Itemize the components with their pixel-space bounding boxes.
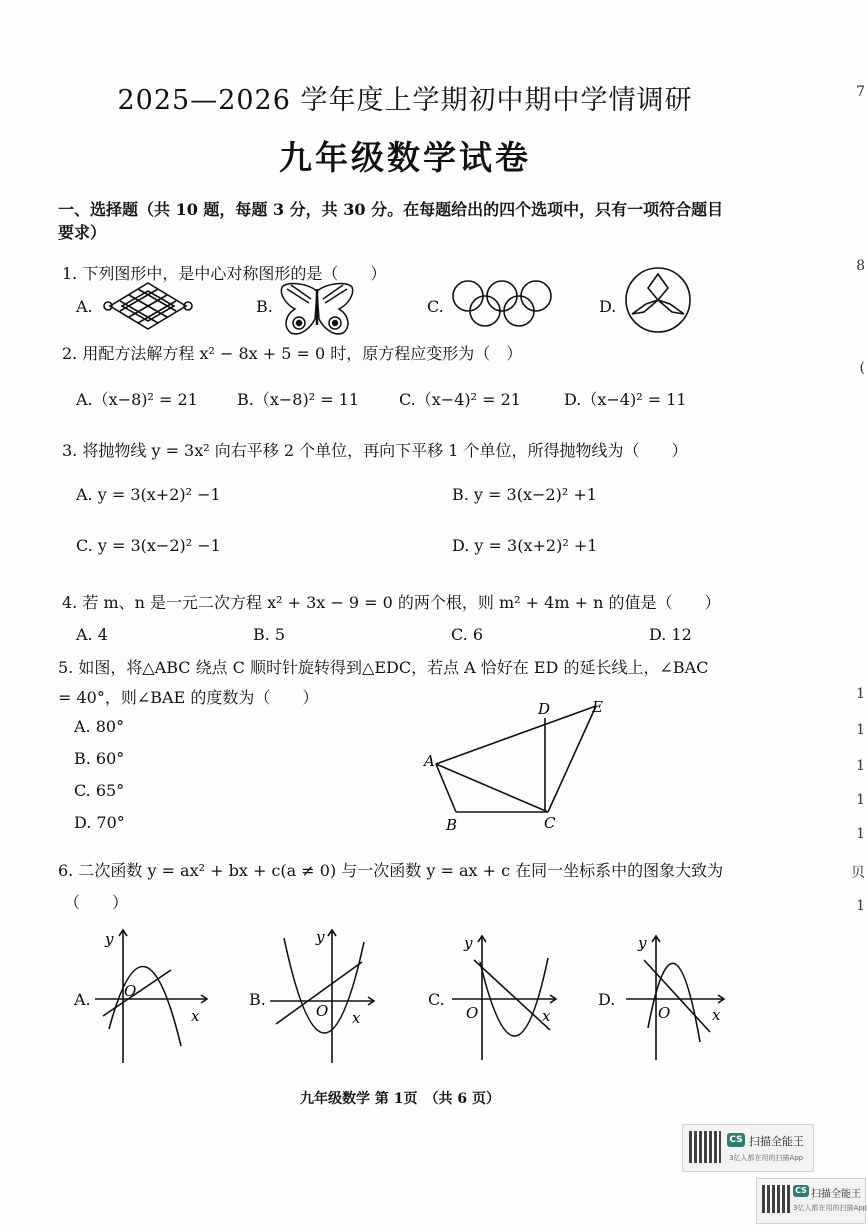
scanner-logo-icon: CS (727, 1133, 745, 1147)
scanner-tagline-2: 3亿人都在用的扫描App (793, 1204, 867, 1212)
q4-option-c: C. 6 (451, 625, 484, 644)
q4-option-b: B. 5 (253, 625, 286, 644)
q2-option-b: B.（x−8)² = 11 (237, 390, 360, 409)
q6-option-c-label: C. (428, 990, 445, 1009)
adjacent-page-fragment: 1 (856, 898, 865, 914)
question-2-stem: 2. 用配方法解方程 x² − 8x + 5 = 0 时，原方程应变形为（ ） (62, 344, 523, 363)
graph-a-x-label: x (191, 1007, 200, 1025)
scanner-app-name-2: 扫描全能王 (811, 1189, 861, 1200)
q5-option-b: B. 60° (74, 749, 125, 768)
vertex-label-e: E (592, 698, 603, 716)
q6-option-a-label: A. (74, 990, 91, 1009)
vertex-label-c: C (544, 814, 556, 832)
q3-option-b: B. y = 3(x−2)² +1 (452, 485, 597, 504)
vertex-label-d: D (538, 700, 551, 718)
adjacent-page-fragment: 7 (856, 84, 865, 100)
scanner-tagline: 3亿人都在用的扫描App (729, 1154, 804, 1162)
triple-diamond-figure-icon (624, 266, 692, 334)
section-heading: 一、选择题（共 10 题，每题 3 分，共 30 分。在每题给出的四个选项中，只有一项符合题目 (58, 200, 724, 219)
graph-b-origin-label: O (316, 1002, 329, 1020)
qr-code-icon (689, 1131, 721, 1163)
vertex-label-a: A (424, 752, 435, 770)
q1-option-a-label: A. (76, 297, 93, 316)
q6-graph-d (626, 932, 746, 1072)
rings-figure-icon (451, 278, 555, 328)
q6-option-d-label: D. (598, 990, 616, 1009)
scanner-watermark (682, 1124, 814, 1172)
adjacent-page-fragment: 1 (856, 686, 865, 702)
q6-option-b-label: B. (249, 990, 266, 1009)
graph-c-y-label: y (464, 934, 473, 952)
question-3-stem: 3. 将抛物线 y = 3x² 向右平移 2 个单位，再向下平移 1 个单位，所得抛物线为（ ） (62, 441, 688, 460)
question-4-stem: 4. 若 m、n 是一元二次方程 x² + 3x − 9 = 0 的两个根，则 m² + 4m + n 的值是（ ） (62, 593, 721, 612)
q4-option-a: A. 4 (76, 625, 108, 644)
q5-option-d: D. 70° (74, 813, 125, 832)
graph-c-origin-label: O (466, 1004, 479, 1022)
q2-option-d: D.（x−4)² = 11 (564, 390, 687, 409)
exam-title: 九年级数学试卷 (279, 138, 531, 177)
rotation-triangle-figure (420, 696, 620, 836)
graph-b-x-label: x (352, 1009, 361, 1027)
graph-c-x-label: x (542, 1007, 551, 1025)
question-5-stem: 5. 如图，将△ABC 绕点 C 顺时针旋转得到△EDC，若点 A 恰好在 ED 的延长线上，∠BAC (58, 658, 709, 677)
adjacent-page-fragment: 1 (856, 792, 865, 808)
question-6-stem: 6. 二次函数 y = ax² + bx + c(a ≠ 0) 与一次函数 y = ax + c 在同一坐标系中的图象大致为 (58, 861, 724, 880)
vertex-label-b: B (446, 816, 458, 834)
q3-option-a: A. y = 3(x+2)² −1 (76, 485, 221, 504)
qr-code-icon-2 (762, 1185, 790, 1213)
q4-option-d: D. 12 (649, 625, 692, 644)
q1-option-c-label: C. (427, 297, 444, 316)
q2-option-a: A.（x−8)² = 21 (76, 390, 198, 409)
page-footer: 九年级数学 第 1页 （共 6 页） (300, 1091, 500, 1107)
scanner-watermark-2 (756, 1178, 866, 1224)
q6-graph-c (452, 932, 572, 1072)
q1-option-b-label: B. (256, 297, 273, 316)
butterfly-figure-icon (279, 281, 355, 337)
exam-header: 2025—2026 学年度上学期初中期中学情调研 (117, 85, 693, 116)
scanner-logo-icon-2: CS (793, 1185, 809, 1197)
question-5-stem-cont: = 40°，则∠BAE 的度数为（ ） (58, 688, 319, 707)
q3-option-c: C. y = 3(x−2)² −1 (76, 536, 221, 555)
q1-option-d-label: D. (599, 297, 617, 316)
graph-d-origin-label: O (658, 1004, 671, 1022)
adjacent-page-fragment: 1 (856, 826, 865, 842)
q5-option-c: C. 65° (74, 781, 125, 800)
adjacent-page-fragment: 1 (856, 722, 865, 738)
graph-d-x-label: x (712, 1006, 721, 1024)
scanner-app-name: 扫描全能王 (749, 1135, 804, 1148)
q6-graph-b (270, 926, 390, 1066)
graph-a-origin-label: O (124, 982, 137, 1000)
q6-graph-a (95, 926, 215, 1066)
graph-d-y-label: y (638, 934, 647, 952)
q2-option-c: C.（x−4)² = 21 (399, 390, 521, 409)
graph-b-y-label: y (316, 928, 325, 946)
graph-a-y-label: y (105, 930, 114, 948)
section-heading-cont: 要求） (58, 223, 107, 242)
adjacent-page-fragment: 8 (856, 258, 865, 274)
question-6-answer-blank: （ ） (64, 893, 129, 912)
adjacent-page-fragment: 贝 (851, 865, 865, 881)
knot-figure-icon (102, 281, 194, 331)
adjacent-page-fragment: ( (859, 360, 865, 376)
q3-option-d: D. y = 3(x+2)² +1 (452, 536, 598, 555)
adjacent-page-fragment: 1 (856, 758, 865, 774)
q5-option-a: A. 80° (74, 717, 125, 736)
question-1-stem: 1. 下列图形中，是中心对称图形的是（ ） (62, 264, 387, 283)
